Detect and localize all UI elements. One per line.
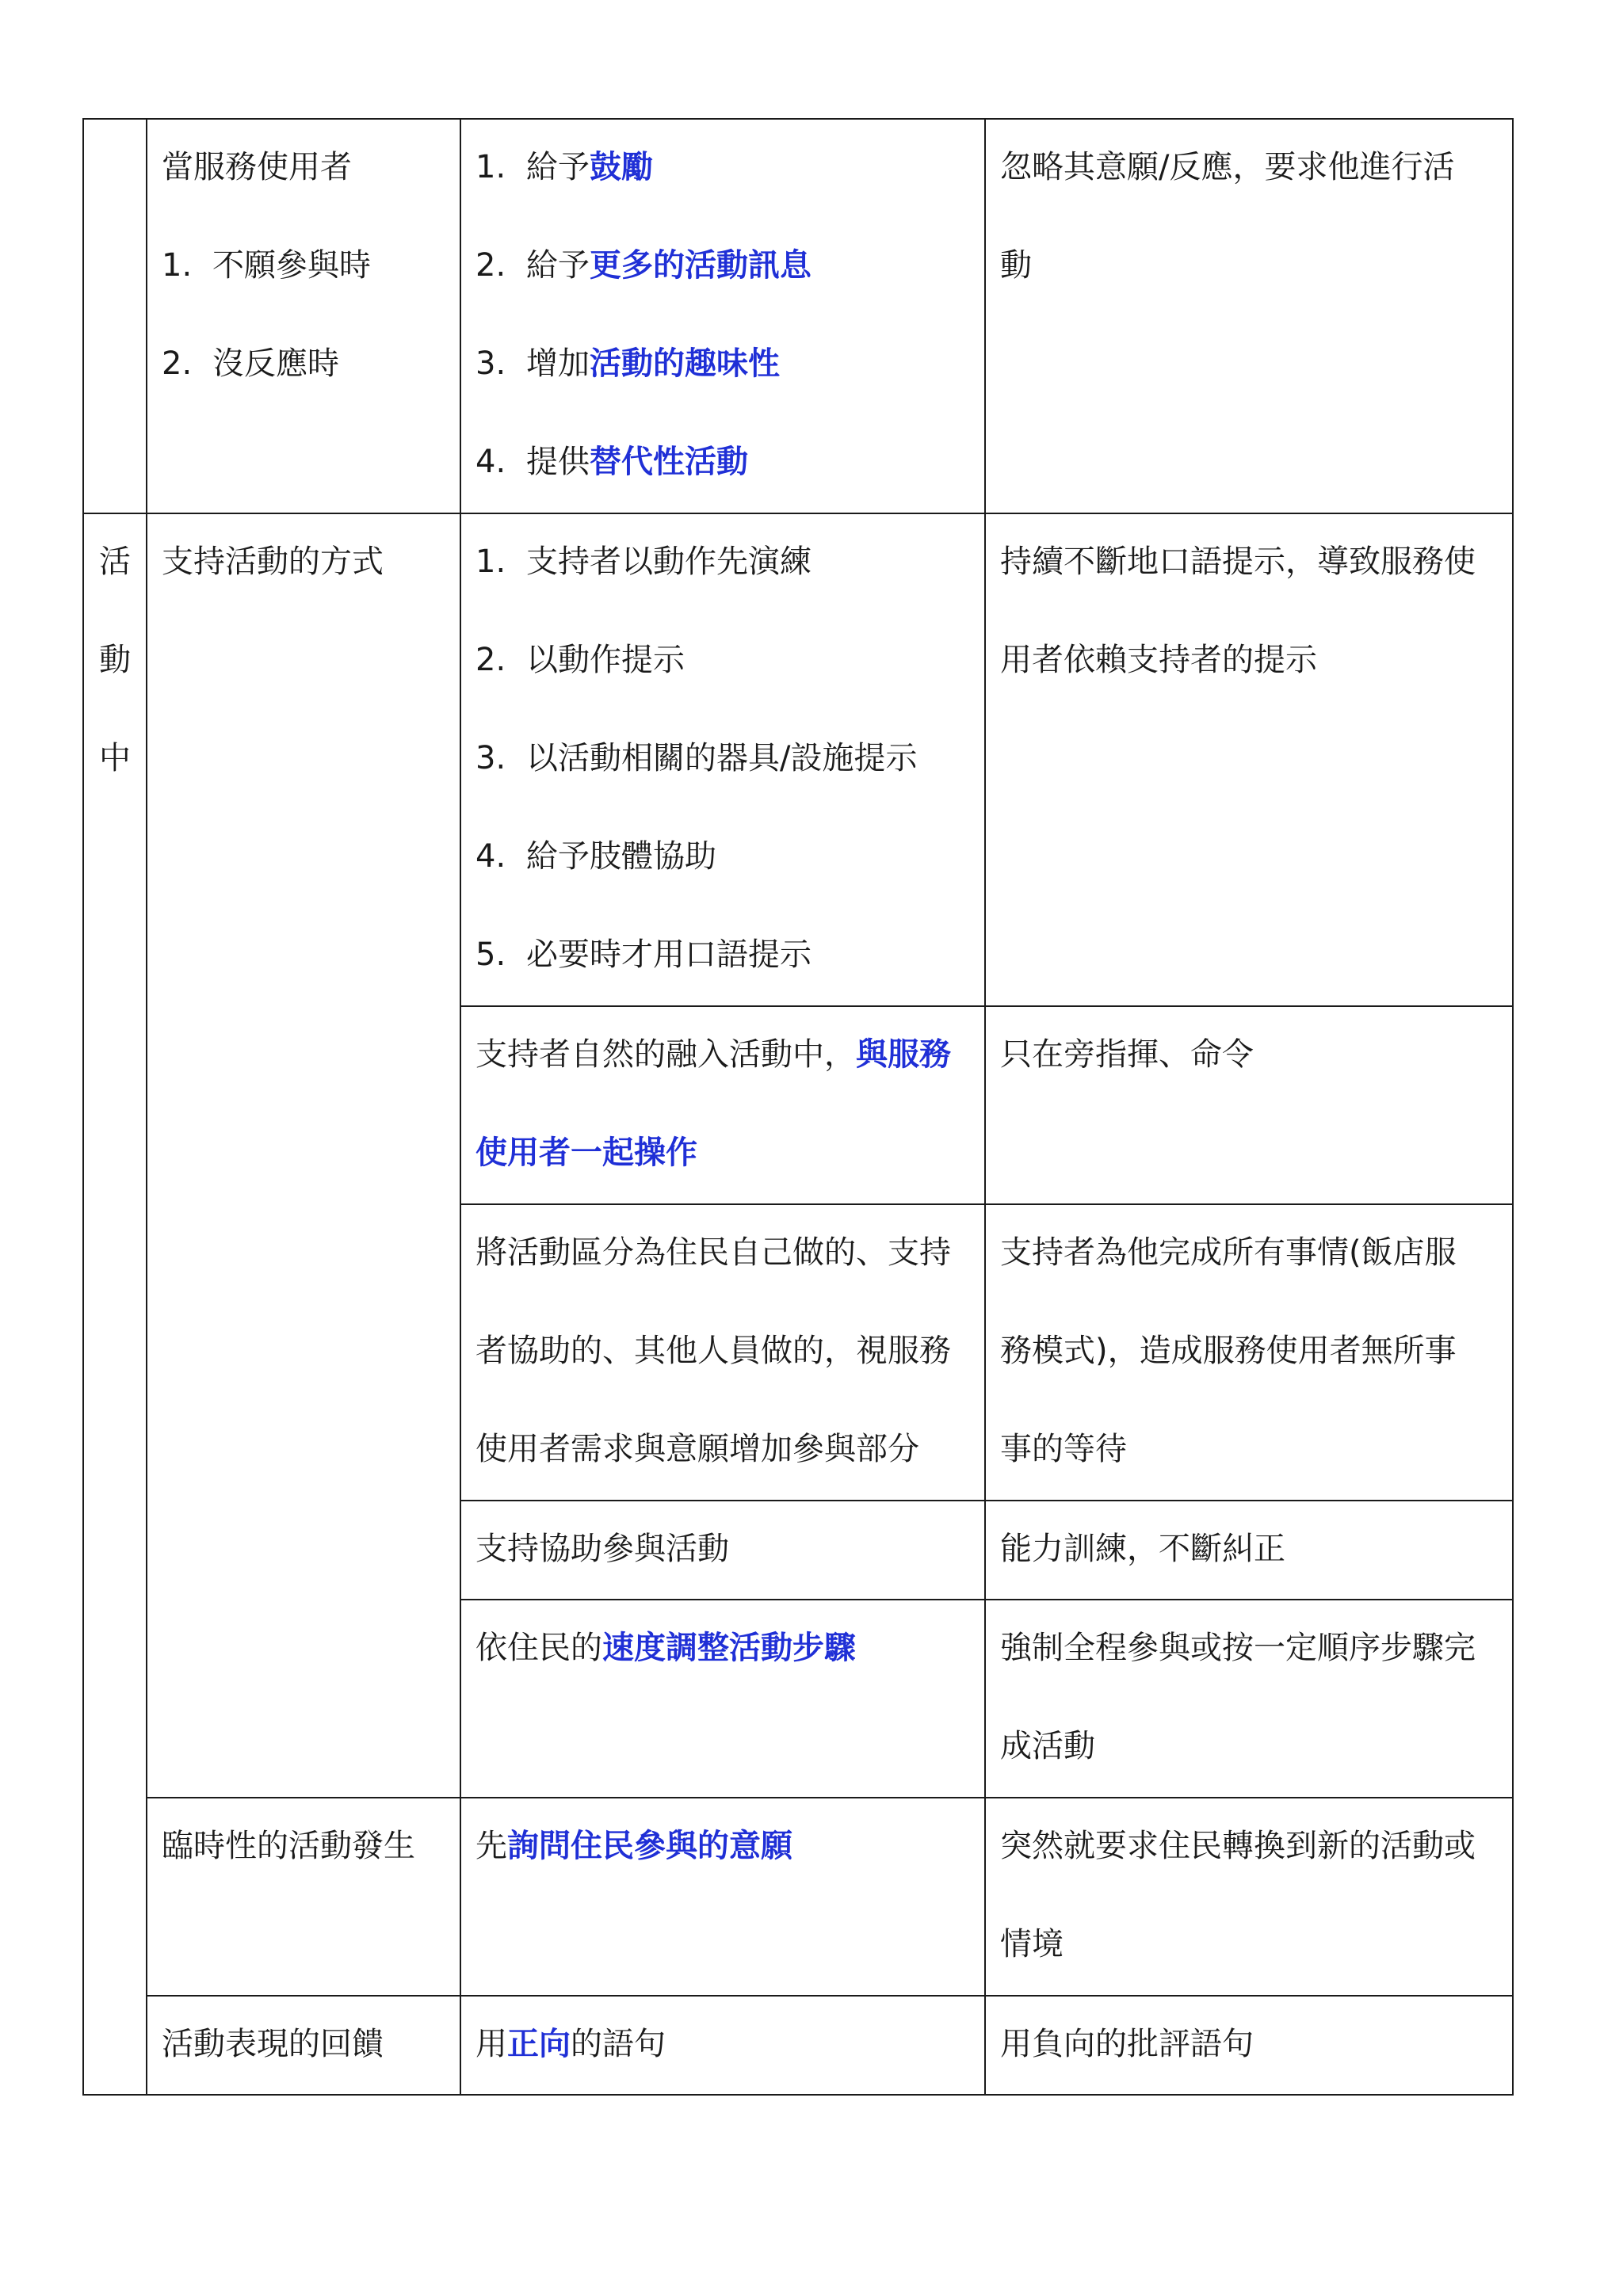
good-practice-item: 4. 給予肢體協助 (475, 838, 716, 875)
situation-item: 1. 不願參與時 (162, 247, 371, 284)
situation-intro: 當服務使用者 (162, 149, 352, 185)
bad-practice-line: 持續不斷地口語提示，導致服務使 (1000, 543, 1476, 580)
bad-practice-line: 成活動 (1000, 1728, 1095, 1764)
good-practice-cell (460, 1798, 985, 1996)
good-practice-line: 支持者自然的融入活動中，與服務 (475, 1036, 951, 1073)
table-row (83, 119, 1513, 513)
stage-char: 動 (99, 642, 131, 678)
bad-practice-line: 用者依賴支持者的提示 (1000, 642, 1317, 678)
good-practice-line: 支持協助參與活動 (475, 1531, 729, 1567)
bad-practice-line: 用負向的批評語句 (1000, 2026, 1254, 2062)
bad-practice-cell (985, 1006, 1513, 1204)
bad-practice-line: 強制全程參與或按一定順序步驟完 (1000, 1630, 1476, 1666)
bad-practice-cell (985, 119, 1513, 513)
activity-support-table (82, 118, 1514, 2096)
good-practice-cell (460, 1204, 985, 1501)
bad-practice-line: 能力訓練，不斷糾正 (1000, 1531, 1285, 1567)
good-practice-item: 5. 必要時才用口語提示 (475, 936, 812, 973)
good-practice-item: 4. 提供替代性活動 (475, 444, 748, 480)
good-practice-cell (460, 1501, 985, 1600)
good-practice-item: 1. 支持者以動作先演練 (475, 543, 812, 580)
bad-practice-cell (985, 513, 1513, 1006)
situation-cell (147, 1798, 460, 1996)
good-practice-line: 者協助的、其他人員做的，視服務 (475, 1333, 951, 1369)
bad-practice-cell (985, 1501, 1513, 1600)
bad-practice-line: 忽略其意願/反應，要求他進行活 (1000, 149, 1455, 185)
good-practice-cell (460, 513, 985, 1006)
table-row (83, 1996, 1513, 2095)
stage-cell-empty (83, 119, 147, 513)
good-practice-item: 3. 增加活動的趣味性 (475, 345, 780, 382)
bad-practice-line: 事的等待 (1000, 1431, 1127, 1467)
bad-practice-line: 只在旁指揮、命令 (1000, 1036, 1254, 1073)
bad-practice-cell (985, 1204, 1513, 1501)
good-practice-line: 先詢問住民參與的意願 (475, 1828, 792, 1864)
good-practice-line: 依住民的速度調整活動步驟 (475, 1630, 856, 1666)
situation-cell (147, 1996, 460, 2095)
good-practice-item: 2. 給予更多的活動訊息 (475, 247, 812, 284)
bad-practice-cell (985, 1600, 1513, 1798)
situation-item: 2. 沒反應時 (162, 345, 339, 382)
good-practice-cell (460, 1006, 985, 1204)
situation-text: 支持活動的方式 (162, 543, 384, 580)
bad-practice-line: 支持者為他完成所有事情(飯店服 (1000, 1234, 1457, 1271)
bad-practice-cell (985, 1996, 1513, 2095)
situation-text: 活動表現的回饋 (162, 2026, 384, 2062)
stage-cell (83, 513, 147, 2095)
bad-practice-line: 情境 (1000, 1926, 1064, 1962)
good-practice-line: 使用者一起操作 (475, 1135, 697, 1171)
good-practice-line: 將活動區分為住民自己做的、支持 (475, 1234, 951, 1271)
good-practice-cell (460, 1996, 985, 2095)
good-practice-item: 1. 給予鼓勵 (475, 149, 653, 185)
bad-practice-line: 突然就要求住民轉換到新的活動或 (1000, 1828, 1476, 1864)
table-row (83, 1798, 1513, 1996)
good-practice-item: 2. 以動作提示 (475, 642, 685, 678)
good-practice-cell (460, 119, 985, 513)
situation-text: 臨時性的活動發生 (162, 1828, 415, 1864)
good-practice-line: 用正向的語句 (475, 2026, 666, 2062)
bad-practice-line: 動 (1000, 247, 1032, 284)
good-practice-line: 使用者需求與意願增加參與部分 (475, 1431, 919, 1467)
good-practice-cell (460, 1600, 985, 1798)
bad-practice-cell (985, 1798, 1513, 1996)
situation-cell (147, 513, 460, 1798)
stage-char: 中 (99, 740, 131, 776)
good-practice-item: 3. 以活動相關的器具/設施提示 (475, 740, 918, 776)
situation-cell (147, 119, 460, 513)
bad-practice-line: 務模式)，造成服務使用者無所事 (1000, 1333, 1457, 1369)
table-row (83, 513, 1513, 1006)
stage-char: 活 (99, 543, 131, 580)
